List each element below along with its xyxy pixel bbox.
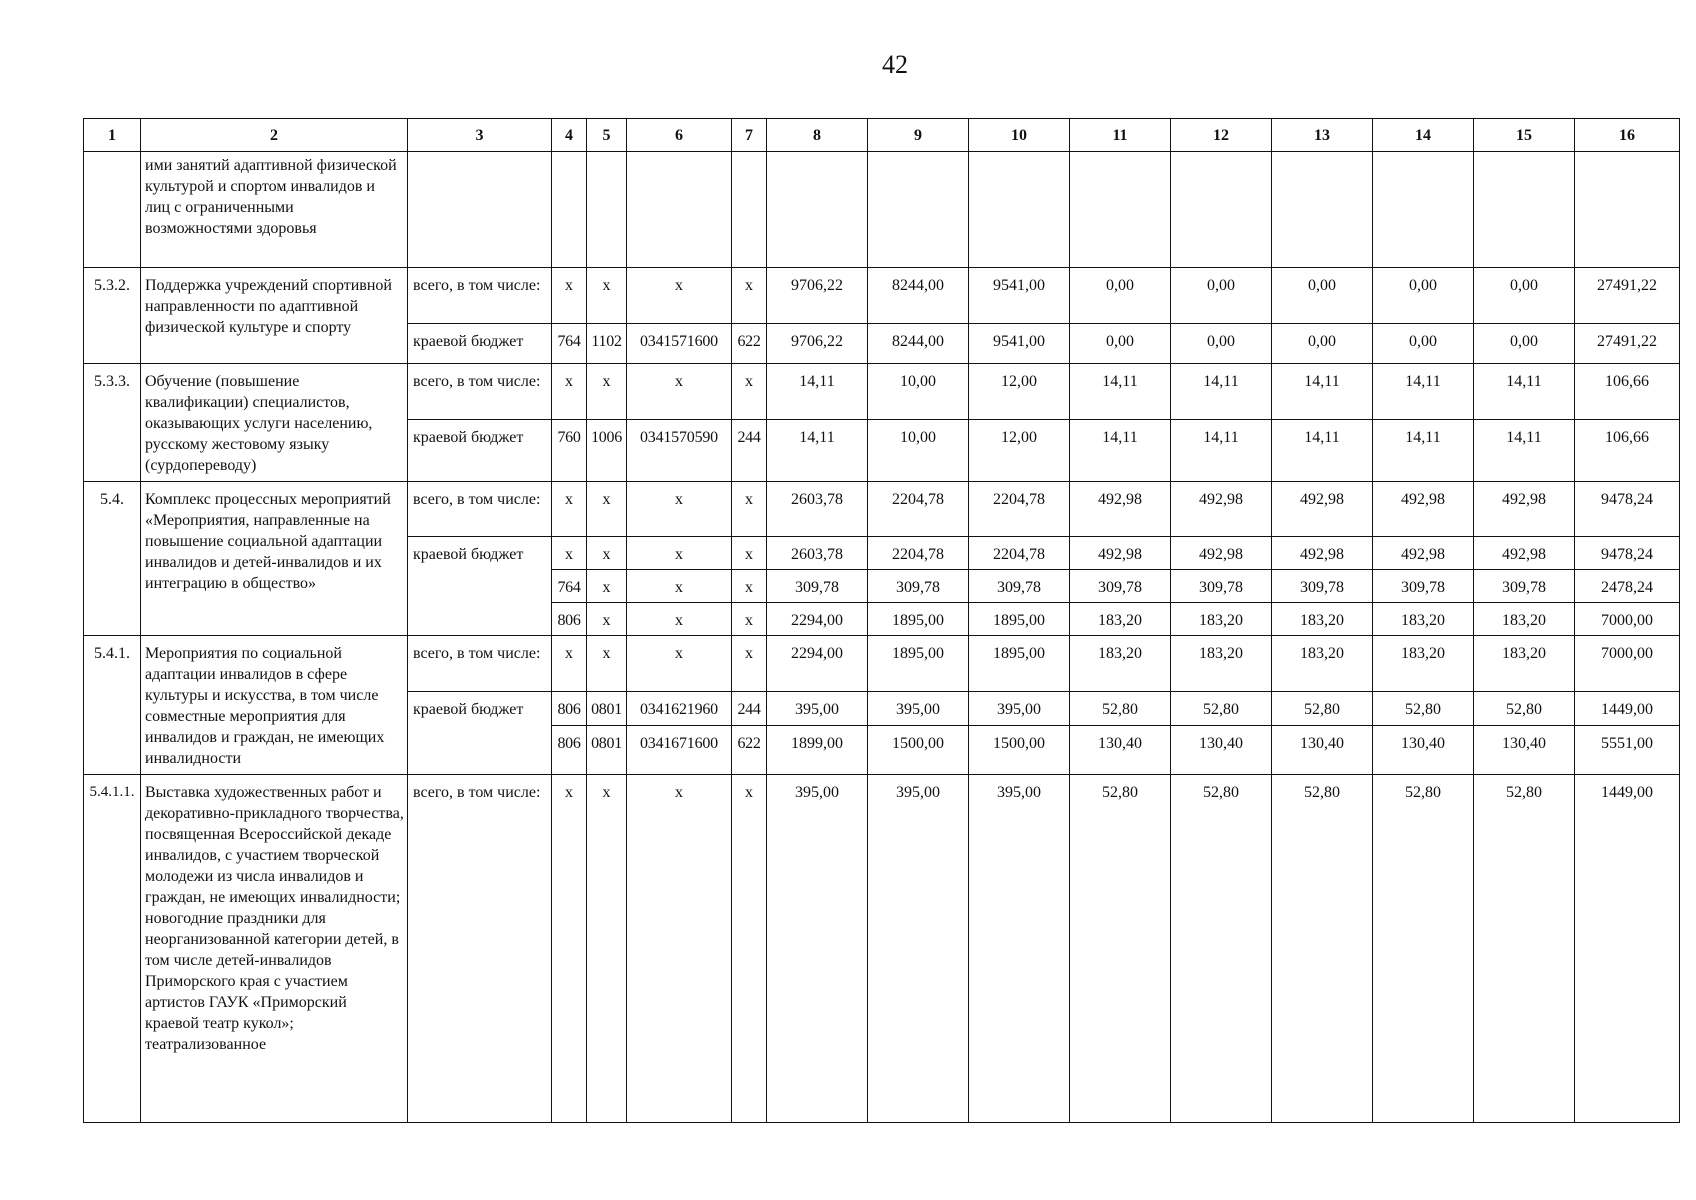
value-cell: 492,98 [1272,482,1373,537]
funding-label-cell: всего, в том числе: [408,775,552,1123]
table-cell [732,152,767,268]
table-cell [767,152,868,268]
code-cell: x [627,570,732,603]
table-cell [1272,152,1373,268]
value-cell: 52,80 [1272,775,1373,1123]
value-cell: 1449,00 [1575,692,1680,726]
value-cell: 14,11 [1272,420,1373,482]
value-cell: 130,40 [1272,726,1373,775]
value-cell: 395,00 [868,775,969,1123]
value-cell: 8244,00 [868,268,969,324]
value-cell: 395,00 [969,692,1070,726]
value-cell: 2204,78 [868,482,969,537]
value-cell: 0,00 [1272,268,1373,324]
code-cell: x [732,570,767,603]
header-cell: 1 [84,119,141,152]
value-cell: 14,11 [1070,364,1171,420]
code-cell: x [627,482,732,537]
header-cell: 3 [408,119,552,152]
table-row [84,775,1680,1123]
value-cell: 52,80 [1171,775,1272,1123]
value-cell: 7000,00 [1575,603,1680,636]
value-cell: 492,98 [1171,537,1272,570]
value-cell: 9541,00 [969,324,1070,364]
value-cell: 1449,00 [1575,775,1680,1123]
row-number-cell: 5.4.1. [84,636,141,775]
value-cell: 183,20 [1272,603,1373,636]
value-cell: 52,80 [1474,692,1575,726]
row-name-cell: Поддержка учреждений спортивной направленности по адаптивной физической культуре и спорту [141,268,408,364]
header-cell: 4 [552,119,587,152]
value-cell: 2204,78 [969,482,1070,537]
budget-table [83,118,1680,1123]
value-cell: 14,11 [1171,364,1272,420]
table-cell [627,152,732,268]
value-cell: 183,20 [1373,603,1474,636]
value-cell: 0,00 [1171,324,1272,364]
value-cell: 309,78 [969,570,1070,603]
code-cell: 0341570590 [627,420,732,482]
code-cell: 764 [552,570,587,603]
row-number-cell: 5.3.3. [84,364,141,482]
row-number-cell: 5.3.2. [84,268,141,364]
value-cell: 14,11 [1272,364,1373,420]
value-cell: 0,00 [1171,268,1272,324]
value-cell: 9478,24 [1575,482,1680,537]
code-cell: x [552,482,587,537]
value-cell: 27491,22 [1575,324,1680,364]
code-cell: x [587,537,627,570]
row-number-cell [84,152,141,268]
value-cell: 309,78 [868,570,969,603]
value-cell: 52,80 [1070,692,1171,726]
value-cell: 2204,78 [868,537,969,570]
value-cell: 1895,00 [868,603,969,636]
code-cell: 244 [732,692,767,726]
table-cell [587,152,627,268]
table-cell [1171,152,1272,268]
code-cell: 1006 [587,420,627,482]
value-cell: 14,11 [1474,364,1575,420]
value-cell: 14,11 [767,420,868,482]
value-cell: 106,66 [1575,364,1680,420]
row-name-cell: Обучение (повышение квалификации) специалистов, оказывающих услуги населению, русскому жестовому языку (сурдопереводу) [141,364,408,482]
code-cell: x [587,775,627,1123]
value-cell: 27491,22 [1575,268,1680,324]
value-cell: 52,80 [1070,775,1171,1123]
table-cell [1373,152,1474,268]
funding-label-cell: краевой бюджет [408,324,552,364]
value-cell: 2204,78 [969,537,1070,570]
value-cell: 1500,00 [868,726,969,775]
code-cell: x [732,775,767,1123]
table-row [84,364,1680,420]
value-cell: 0,00 [1474,268,1575,324]
value-cell: 52,80 [1474,775,1575,1123]
code-cell: x [587,268,627,324]
value-cell: 130,40 [1171,726,1272,775]
funding-label-cell: краевой бюджет [408,537,552,636]
value-cell: 1899,00 [767,726,868,775]
value-cell: 14,11 [1373,420,1474,482]
value-cell: 1895,00 [969,636,1070,692]
value-cell: 183,20 [1070,603,1171,636]
page-number: 42 [882,50,908,79]
value-cell: 1895,00 [969,603,1070,636]
funding-label-cell: всего, в том числе: [408,268,552,324]
funding-label-cell: всего, в том числе: [408,636,552,692]
value-cell: 2603,78 [767,482,868,537]
value-cell: 0,00 [1272,324,1373,364]
header-cell: 11 [1070,119,1171,152]
row-name-cell: Комплекс процессных мероприятий «Мероприятия, направленные на повышение социальной адаптации инвалидов и детей-инвалидов и их интеграцию в общество» [141,482,408,636]
value-cell: 395,00 [767,692,868,726]
value-cell: 12,00 [969,364,1070,420]
value-cell: 130,40 [1373,726,1474,775]
code-cell: 760 [552,420,587,482]
value-cell: 0,00 [1373,268,1474,324]
value-cell: 0,00 [1070,324,1171,364]
code-cell: x [587,570,627,603]
code-cell: x [732,482,767,537]
code-cell: x [732,537,767,570]
code-cell: x [552,364,587,420]
value-cell: 309,78 [767,570,868,603]
funding-label-cell: всего, в том числе: [408,482,552,537]
value-cell: 9706,22 [767,268,868,324]
header-cell: 8 [767,119,868,152]
table-cell [1070,152,1171,268]
code-cell: x [627,603,732,636]
table-row [84,482,1680,537]
code-cell: 764 [552,324,587,364]
code-cell: x [552,537,587,570]
value-cell: 183,20 [1171,636,1272,692]
row-name-cell: Мероприятия по социальной адаптации инвалидов в сфере культуры и искусства, в том числе совместные мероприятия для инвалидов и граждан, не имеющих инвалидности [141,636,408,775]
value-cell: 130,40 [1474,726,1575,775]
code-cell: x [627,537,732,570]
value-cell: 183,20 [1070,636,1171,692]
value-cell: 14,11 [1474,420,1575,482]
code-cell: 806 [552,726,587,775]
row-number-cell: 5.4.1.1. [84,775,141,1123]
value-cell: 14,11 [767,364,868,420]
value-cell: 183,20 [1272,636,1373,692]
code-cell: x [732,636,767,692]
code-cell: x [627,775,732,1123]
code-cell: 244 [732,420,767,482]
table-cell [868,152,969,268]
value-cell: 106,66 [1575,420,1680,482]
code-cell: 0801 [587,692,627,726]
code-cell: x [627,364,732,420]
table-cell [969,152,1070,268]
value-cell: 0,00 [1070,268,1171,324]
value-cell: 492,98 [1474,482,1575,537]
value-cell: 52,80 [1272,692,1373,726]
value-cell: 492,98 [1474,537,1575,570]
code-cell: x [552,268,587,324]
value-cell: 183,20 [1171,603,1272,636]
row-number-cell: 5.4. [84,482,141,636]
header-cell: 6 [627,119,732,152]
code-cell: x [732,268,767,324]
row-name-cell: ими занятий адаптивной физической культурой и спортом инвалидов и лиц с ограниченными возможностями здоровья [141,152,408,268]
header-cell: 15 [1474,119,1575,152]
code-cell: x [587,482,627,537]
header-cell: 9 [868,119,969,152]
code-cell: x [627,268,732,324]
code-cell: x [732,603,767,636]
value-cell: 0,00 [1474,324,1575,364]
value-cell: 9478,24 [1575,537,1680,570]
table-row [84,268,1680,324]
code-cell: 806 [552,603,587,636]
header-cell: 14 [1373,119,1474,152]
header-cell: 10 [969,119,1070,152]
row-name-cell: Выставка художественных работ и декоративно-прикладного творчества, посвященная Всероссийской декаде инвалидов, с участием творческой молодежи из числа инвалидов и граждан, не имеющих инвалидности; новогодние праздники для неорганизованной категории детей, в том числе детей-инвалидов Приморского края с участием артистов ГАУК «Приморский краевой театр кукол»; театрализованное [141,775,408,1123]
table-row [84,636,1680,692]
table-cell [408,152,552,268]
code-cell: 0341571600 [627,324,732,364]
code-cell: 0341671600 [627,726,732,775]
header-cell: 13 [1272,119,1373,152]
value-cell: 492,98 [1171,482,1272,537]
value-cell: 2294,00 [767,603,868,636]
table-cell [1575,152,1680,268]
value-cell: 395,00 [969,775,1070,1123]
value-cell: 52,80 [1373,692,1474,726]
value-cell: 9541,00 [969,268,1070,324]
code-cell: 622 [732,324,767,364]
value-cell: 183,20 [1474,603,1575,636]
header-cell: 5 [587,119,627,152]
value-cell: 7000,00 [1575,636,1680,692]
code-cell: x [587,603,627,636]
value-cell: 492,98 [1070,482,1171,537]
funding-label-cell: краевой бюджет [408,692,552,775]
value-cell: 14,11 [1373,364,1474,420]
header-cell: 16 [1575,119,1680,152]
code-cell: x [732,364,767,420]
value-cell: 309,78 [1171,570,1272,603]
value-cell: 9706,22 [767,324,868,364]
code-cell: x [587,636,627,692]
code-cell: 622 [732,726,767,775]
value-cell: 10,00 [868,420,969,482]
value-cell: 8244,00 [868,324,969,364]
value-cell: 1500,00 [969,726,1070,775]
funding-label-cell: краевой бюджет [408,420,552,482]
value-cell: 10,00 [868,364,969,420]
value-cell: 492,98 [1373,537,1474,570]
code-cell: x [552,636,587,692]
table-cell [1474,152,1575,268]
table-row [84,152,1680,268]
value-cell: 395,00 [767,775,868,1123]
value-cell: 309,78 [1373,570,1474,603]
code-cell: 0341621960 [627,692,732,726]
value-cell: 309,78 [1474,570,1575,603]
header-row [84,119,1680,152]
value-cell: 492,98 [1272,537,1373,570]
code-cell: x [552,775,587,1123]
value-cell: 2294,00 [767,636,868,692]
value-cell: 309,78 [1272,570,1373,603]
value-cell: 5551,00 [1575,726,1680,775]
header-cell: 7 [732,119,767,152]
code-cell: 806 [552,692,587,726]
value-cell: 1895,00 [868,636,969,692]
value-cell: 0,00 [1373,324,1474,364]
code-cell: 0801 [587,726,627,775]
code-cell: 1102 [587,324,627,364]
funding-label-cell: всего, в том числе: [408,364,552,420]
table-cell [552,152,587,268]
value-cell: 12,00 [969,420,1070,482]
value-cell: 130,40 [1070,726,1171,775]
value-cell: 14,11 [1070,420,1171,482]
value-cell: 14,11 [1171,420,1272,482]
value-cell: 183,20 [1474,636,1575,692]
value-cell: 492,98 [1070,537,1171,570]
value-cell: 52,80 [1171,692,1272,726]
value-cell: 2603,78 [767,537,868,570]
header-cell: 2 [141,119,408,152]
value-cell: 2478,24 [1575,570,1680,603]
value-cell: 395,00 [868,692,969,726]
code-cell: x [627,636,732,692]
code-cell: x [587,364,627,420]
header-cell: 12 [1171,119,1272,152]
value-cell: 309,78 [1070,570,1171,603]
value-cell: 52,80 [1373,775,1474,1123]
value-cell: 183,20 [1373,636,1474,692]
value-cell: 492,98 [1373,482,1474,537]
